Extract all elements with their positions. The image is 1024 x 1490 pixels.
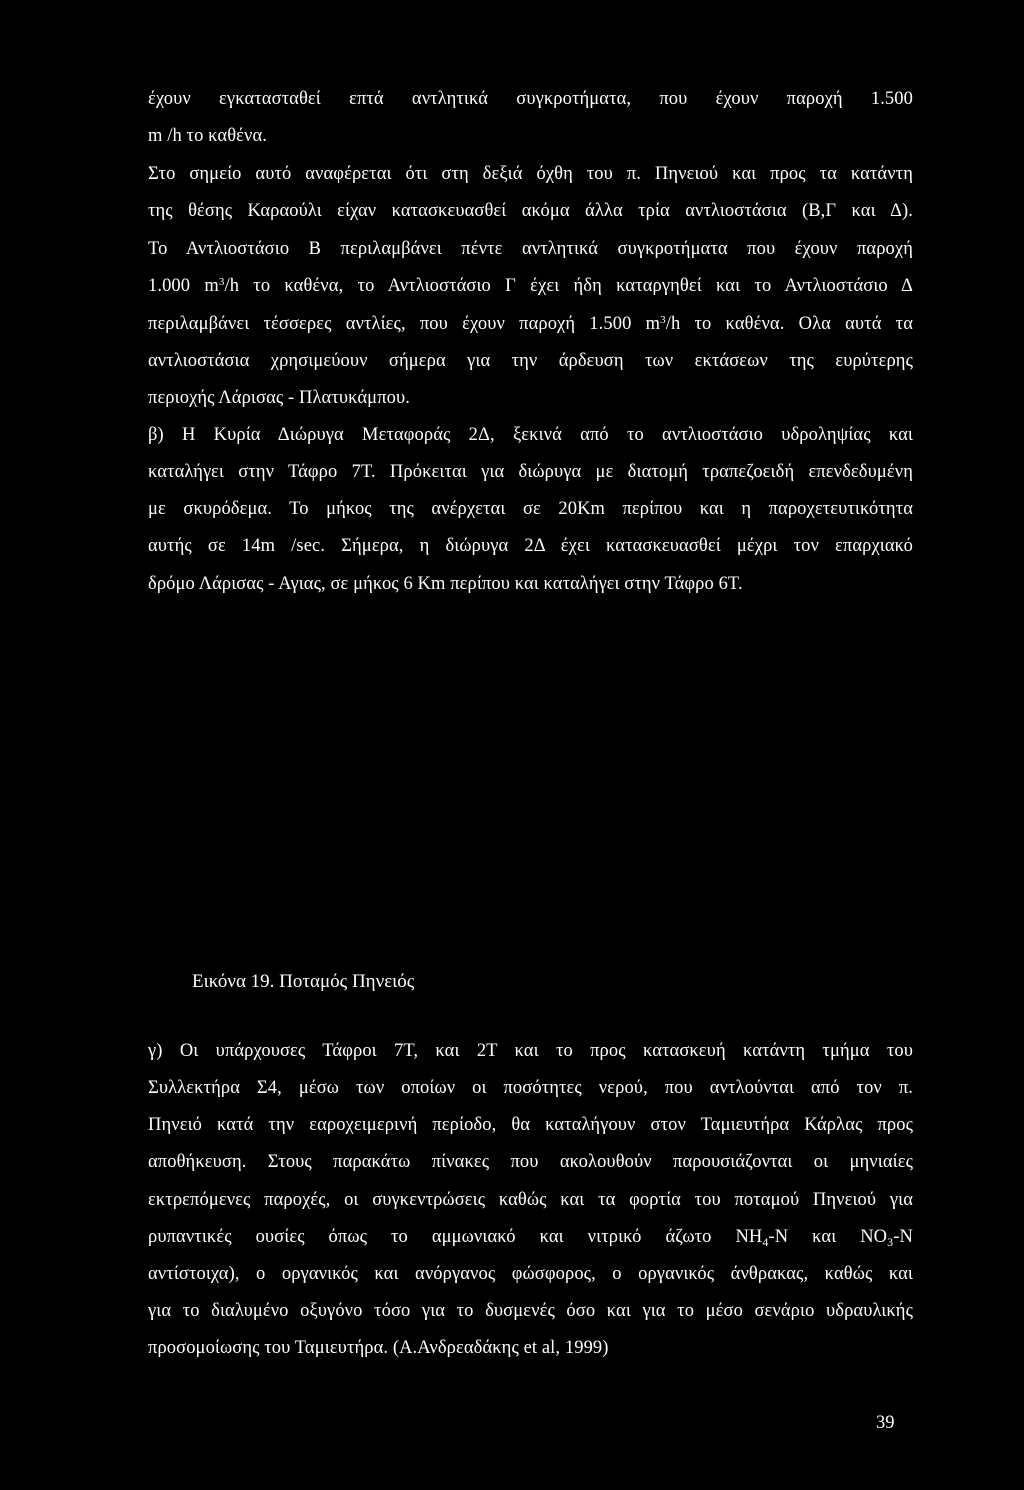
figure-caption: Εικόνα 19. Ποταμός Πηνειός [192, 971, 415, 992]
text-fragment: 1.000 m [148, 276, 219, 296]
text-line: αυτής σε 14m /sec. Σήμερα, η διώρυγα 2Δ έχει κατασκευασθεί μέχρι τον επαρχιακό [148, 536, 913, 556]
text-line: αντίστοιχα), ο οργανικός και ανόργανος φώσφορος, ο οργανικός άνθρακας, καθώς και [148, 1264, 913, 1284]
text-line: έχουν εγκατασταθεί επτά αντλητικά συγκροτήματα, που έχουν παροχή 1.500 [148, 89, 913, 109]
text-line: με σκυρόδεμα. Το μήκος της ανέρχεται σε 20Km περίπου και η παροχετευτικότητα [148, 499, 913, 519]
text-line [148, 1226, 913, 1249]
text-fragment: ρυπαντικές ουσίες όπως το αμμωνιακό και νιτρικό άζωτο ΝΗ [148, 1227, 763, 1247]
text-line: της θέσης Καραούλι είχαν κατασκευασθεί ακόμα άλλα τρία αντλιοστάσια (Β,Γ και Δ). [148, 201, 913, 221]
subscript: 4 [762, 1235, 769, 1249]
text-line: δρόμο Λάρισας - Αγιας, σε μήκος 6 Km περίπου και καταλήγει στην Τάφρο 6Τ. [148, 574, 743, 594]
text-fragment: /h το καθένα. Ολα αυτά τα [665, 314, 913, 334]
text-line: m /h το καθένα. [148, 126, 268, 146]
text-line: για το διαλυμένο οξυγόνο τόσο για το δυσμενές όσο και για το μέσο σενάριο υδραυλικής [148, 1301, 913, 1321]
page-number: 39 [876, 1413, 895, 1433]
text-line [148, 313, 913, 335]
subscript: 3 [887, 1235, 894, 1249]
superscript: 3 [218, 276, 225, 288]
text-line: αντλιοστάσια χρησιμεύουν σήμερα για την άρδευση των εκτάσεων της ευρύτερης [148, 351, 913, 371]
text-line: β) Η Κυρία Διώρυγα Μεταφοράς 2Δ, ξεκινά από το αντλιοστάσιο υδροληψίας και [148, 425, 913, 445]
text-fragment: περιλαμβάνει τέσσερες αντλίες, που έχουν παροχή 1.500 m [148, 314, 661, 334]
text-fragment: -Ν [893, 1227, 913, 1247]
text-fragment: -Ν και ΝΟ [768, 1227, 888, 1247]
text-fragment: /h το καθένα, το Αντλιοστάσιο Γ έχει ήδη καταργηθεί και το Αντλιοστάσιο Δ [224, 276, 913, 296]
text-line: Στο σημείο αυτό αναφέρεται ότι στη δεξιά όχθη του π. Πηνειού και προς τα κατάντη [148, 164, 913, 184]
text-line: περιοχής Λάρισας - Πλατυκάμπου. [148, 388, 410, 408]
text-line: Πηνειό κατά την εαροχειμερινή περίοδο, θα καταλήγουν στον Ταμιευτήρα Κάρλας προς [148, 1115, 913, 1135]
superscript: 3 [660, 314, 666, 326]
text-line [148, 275, 913, 297]
text-line: προσομοίωσης του Ταμιευτήρα. (Α.Ανδρεαδάκης et al, 1999) [148, 1338, 609, 1358]
text-line: αποθήκευση. Στους παρακάτω πίνακες που ακολουθούν παρουσιάζονται οι μηνιαίες [148, 1152, 913, 1172]
figure-placeholder [148, 620, 913, 950]
text-line: εκτρεπόμενες παροχές, οι συγκεντρώσεις καθώς και τα φορτία του ποταμού Πηνειού για [148, 1190, 913, 1210]
text-line: γ) Οι υπάρχουσες Τάφροι 7Τ, και 2Τ και το προς κατασκευή κατάντη τμήμα του [148, 1041, 913, 1061]
text-line: καταλήγει στην Τάφρο 7Τ. Πρόκειται για διώρυγα με διατομή τραπεζοειδή επενδεδυμένη [148, 462, 913, 482]
text-line: Το Αντλιοστάσιο Β περιλαμβάνει πέντε αντλητικά συγκροτήματα που έχουν παροχή [148, 239, 913, 259]
text-line: Συλλεκτήρα Σ4, μέσω των οποίων οι ποσότητες νερού, που αντλούνται από τον π. [148, 1078, 913, 1098]
